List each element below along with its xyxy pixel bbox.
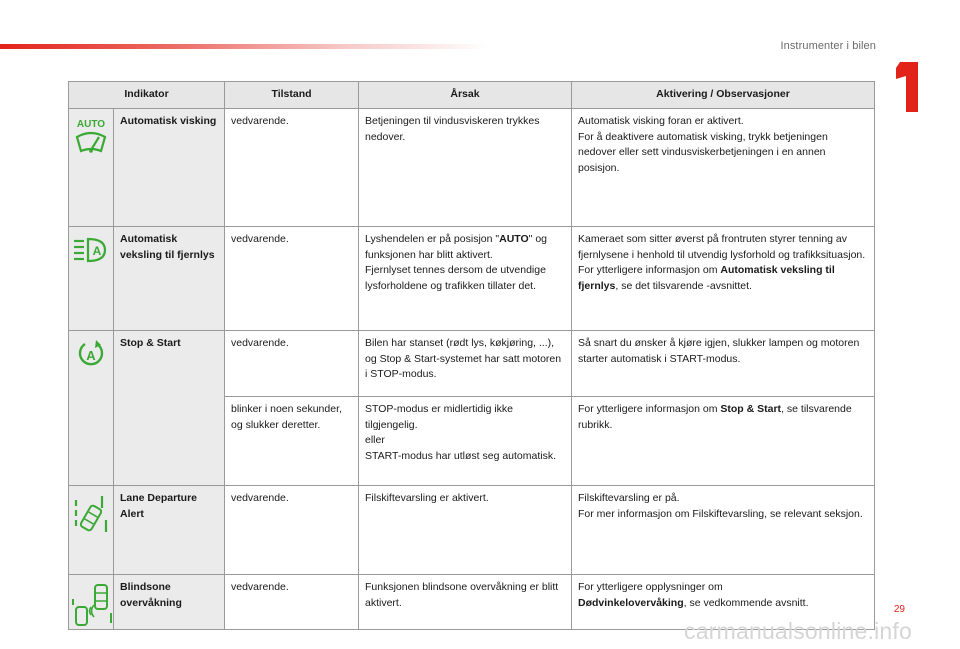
- icon-cell: [69, 575, 114, 630]
- svg-text:A: A: [86, 348, 96, 363]
- indicator-name: Automatisk visking: [114, 109, 225, 227]
- table-row: [69, 227, 875, 331]
- watermark: carmanualsonline.info: [684, 618, 912, 644]
- column-header-indikator: Indikator: [69, 82, 225, 109]
- icon-cell: [69, 486, 114, 575]
- notes-cell: For ytterligere opplysninger om Dødvinkelovervåking, se vedkommende avsnitt.: [572, 575, 875, 630]
- svg-text:A: A: [92, 244, 102, 258]
- header-accent-bar: [0, 44, 490, 49]
- icon-cell: [69, 227, 114, 331]
- notes-cell: Filskiftevarsling er på. For mer informasjon om Filskiftevarsling, se relevant seksjon.: [572, 486, 875, 575]
- column-header-aktivering: Aktivering / Observasjoner: [572, 82, 875, 109]
- svg-text:AUTO: AUTO: [76, 119, 106, 130]
- table-row: [69, 331, 875, 397]
- page-number: 29: [893, 604, 905, 615]
- table-header-row: [69, 82, 875, 109]
- notes-cell: Automatisk visking foran er aktivert. For å deaktivere automatisk visking, trykk betjeningen nedover eller sett vindusviskerbetjeningen i en annen posisjon.: [572, 109, 875, 227]
- blind-spot-icon: [71, 583, 113, 627]
- state-cell: blinker i noen sekunder, og slukker deretter.: [225, 397, 359, 486]
- table-row: [69, 109, 875, 227]
- state-cell: vedvarende.: [225, 486, 359, 575]
- state-cell: vedvarende.: [225, 227, 359, 331]
- state-cell: vedvarende.: [225, 575, 359, 630]
- lane-departure-icon: [71, 494, 111, 534]
- chapter-number: [894, 62, 920, 112]
- indicator-name: Automatisk veksling til fjernlys: [114, 227, 225, 331]
- table-row: [69, 486, 875, 575]
- indicator-table: [68, 81, 875, 630]
- cause-cell: Bilen har stanset (rødt lys, køkjøring, ...), og Stop & Start-systemet har satt motoren i STOP-modus.: [359, 331, 572, 397]
- indicator-name: Stop & Start: [114, 331, 225, 486]
- cause-cell: Betjeningen til vindusviskeren trykkes nedover.: [359, 109, 572, 227]
- notes-cell: Kameraet som sitter øverst på frontruten styrer tenning av fjernlysene i henhold til utvendig lysforhold og trafikksituasjon. For ytterligere informasjon om Automatisk veksling til fjernlys, se det tilsvarende -avsnittet.: [572, 227, 875, 331]
- cause-cell: Lyshendelen er på posisjon "AUTO" og funksjonen har blitt aktivert. Fjernlyset tennes dersom de utvendige lysforholdene og trafikken tillater det.: [359, 227, 572, 331]
- notes-cell: For ytterligere informasjon om Stop & Start, se tilsvarende rubrikk.: [572, 397, 875, 486]
- icon-cell: [69, 331, 114, 486]
- section-title: Instrumenter i bilen: [780, 40, 876, 52]
- auto-wiper-icon: [71, 117, 111, 161]
- indicator-name: Lane Departure Alert: [114, 486, 225, 575]
- auto-headlamp-icon: [71, 235, 111, 265]
- stop-start-icon: [76, 339, 106, 369]
- icon-cell: [69, 109, 114, 227]
- column-header-tilstand: Tilstand: [225, 82, 359, 109]
- notes-cell: Så snart du ønsker å kjøre igjen, slukker lampen og motoren starter automatisk i START-modus.: [572, 331, 875, 397]
- cause-cell: Funksjonen blindsone overvåkning er blitt aktivert.: [359, 575, 572, 630]
- column-header-arsak: Årsak: [359, 82, 572, 109]
- cause-cell: STOP-modus er midlertidig ikke tilgjengelig. eller START-modus har utløst seg automatisk.: [359, 397, 572, 486]
- indicator-name: Blindsone overvåkning: [114, 575, 225, 630]
- state-cell: vedvarende.: [225, 109, 359, 227]
- state-cell: vedvarende.: [225, 331, 359, 397]
- cause-cell: Filskiftevarsling er aktivert.: [359, 486, 572, 575]
